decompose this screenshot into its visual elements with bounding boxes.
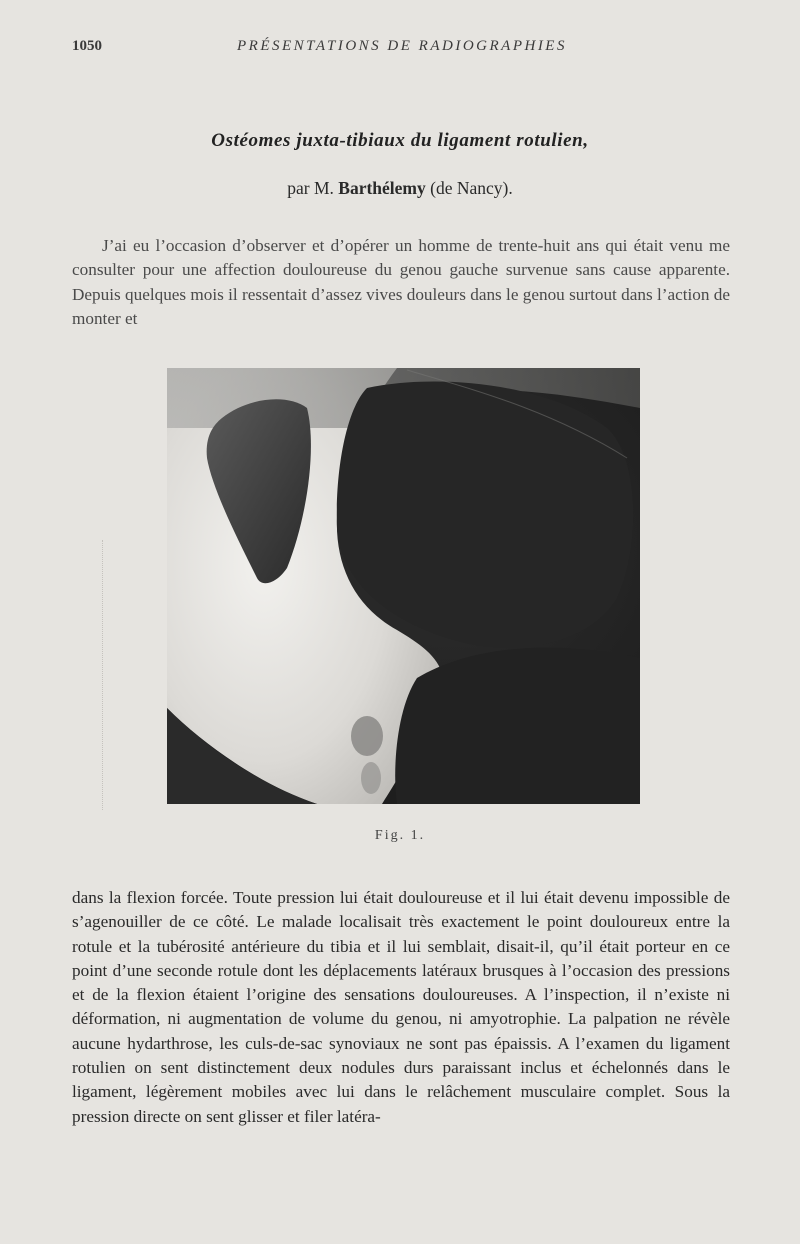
continuation-paragraph: dans la flexion forcée. Toute pression lui était douloureuse et il lui était devenu impossible de s’agenouiller de ce côté. Le malade localisait très exactement le point douloureux entre la rotule et la tubérosité antérieure du tibia et il lui semblait, disait-il, qu’il était porteur en ce point d’une seconde rotule dont les déplacements latéraux brusques à l’occasion des pressions et de la flexion étaient l’origine des sensations douloureuses. A l’inspection, il n’existe ni déformation, ni augmentation de volume du genou, ni amyotrophie. La palpation ne révèle aucune hydarthrose, les culs-de-sac synoviaux ne sont pas épaissis. A l’examen du ligament rotulien on sent distinctement deux nodules durs paraissant inclus et échelonnés dans le ligament, légèrement mobiles avec lui dans le relâchement musculaire complet. Sous la pression directe on sent glisser et filer latéra- <box>72 888 730 1126</box>
page-number: 1050 <box>72 38 102 54</box>
article-title: Ostéomes juxta-tibiaux du ligament rotulien, <box>211 130 589 151</box>
figure-caption: Fig. 1. <box>374 828 426 843</box>
running-head <box>72 38 732 60</box>
author-affiliation: (de Nancy). <box>430 178 513 198</box>
tibia-shadow <box>395 648 640 804</box>
ossicle-upper <box>351 716 383 756</box>
byline-prefix: par M. <box>287 178 334 198</box>
radiograph-figure <box>167 368 640 804</box>
intro-paragraph: J’ai eu l’occasion d’observer et d’opérer un homme de trente-huit ans qui était venu me consulter pour une affection douloureuse du genou gauche survenue sans cause apparente. Depuis quelques mois il ressentait d’assez vives douleurs dans le genou surtout dans l’action de monter et <box>72 236 730 328</box>
radiograph-image <box>167 368 640 804</box>
author-name: Barthélemy <box>338 178 426 198</box>
ossicle-lower <box>361 762 381 794</box>
margin-marks <box>102 540 107 810</box>
running-title: PRÉSENTATIONS DE RADIOGRAPHIES <box>237 38 567 54</box>
byline <box>0 178 800 199</box>
